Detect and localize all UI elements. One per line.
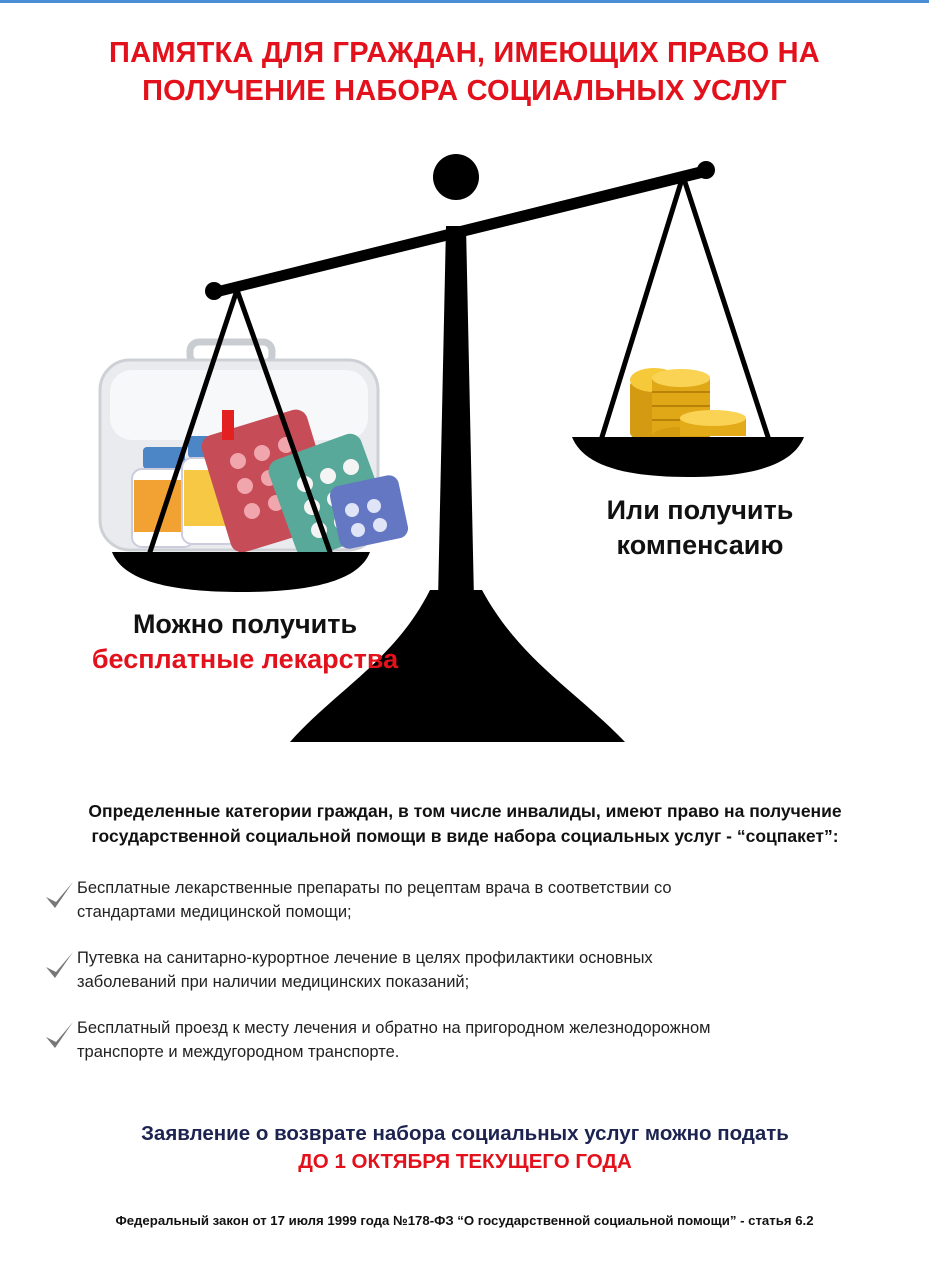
list-item [40,946,890,1016]
title-line-1: ПАМЯТКА ДЛЯ ГРАЖДАН, ИМЕЮЩИХ ПРАВО НА [109,37,820,69]
law-reference: Федеральный закон от 17 июля 1999 года №178-ФЗ “О государственной социальной помощи” - статья 6.2 [115,1213,814,1228]
beam-right-end [697,161,715,179]
list-item [40,1016,890,1086]
right-scale-pan [572,437,804,477]
free-medicines-caption [60,607,430,677]
check-icon [44,950,74,980]
check-icon [44,1020,74,1050]
deadline-date: ДО 1 ОКТЯБРЯ ТЕКУЩЕГО ГОДА [298,1150,632,1173]
deadline-notice [30,1120,900,1176]
benefit-1-line-2: стандартами медицинской помощи; [77,903,352,921]
page-title [40,34,889,110]
benefit-2-line-2: заболеваний при наличии медицинских показаний; [77,973,470,991]
benefits-list [40,876,890,1086]
left-caption-line-2: бесплатные лекарства [91,644,399,674]
top-border-line [0,0,929,3]
beam-left-end [205,282,223,300]
left-scale-pan [112,552,370,592]
intro-line-1: Определенные категории граждан, в том числе инвалиды, имеют право на получение [88,801,842,821]
right-caption-line-1: Или получить [606,495,794,525]
intro-line-2: государственной социальной помощи в виде набора социальных услуг - “соцпакет”: [91,826,839,846]
scale-top-knob [433,154,479,200]
benefit-3-line-2: транспорте и междугородном транспорте. [77,1043,400,1061]
gold-coins-image [630,368,746,445]
scale-column [438,226,474,600]
check-icon [44,880,74,910]
left-caption-line-1: Можно получить [132,609,358,639]
title-line-2: ПОЛУЧЕНИЕ НАБОРА СОЦИАЛЬНЫХ УСЛУГ [142,75,787,107]
benefit-1-line-1: Бесплатные лекарственные препараты по рецептам врача в соответствии со [77,879,672,897]
list-item [40,876,890,946]
intro-paragraph [30,799,900,849]
right-caption-line-2: компенсаию [616,530,784,560]
compensation-caption [580,493,820,563]
benefit-2-line-1: Путевка на санитарно-курортное лечение в целях профилактики основных [77,949,653,967]
deadline-line-1: Заявление о возврате набора социальных услуг можно подать [141,1122,789,1145]
benefit-3-line-1: Бесплатный проезд к месту лечения и обратно на пригородном железнодорожном [77,1019,711,1037]
